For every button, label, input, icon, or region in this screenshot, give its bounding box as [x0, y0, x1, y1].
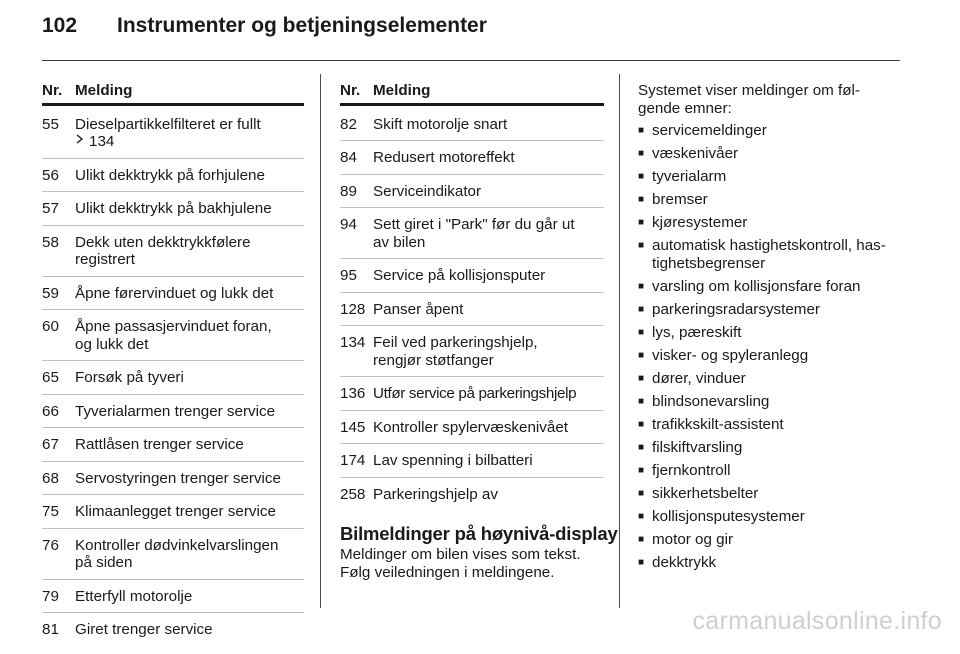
row-number: 67	[42, 436, 59, 453]
table-row	[42, 234, 304, 277]
list-item	[638, 462, 903, 480]
header-nr: Nr.	[340, 82, 361, 99]
square-bullet-icon: ■	[638, 280, 645, 292]
row-message-text: Lav spenning i bilbatteri	[373, 452, 533, 469]
row-number: 82	[340, 115, 357, 133]
square-bullet-icon: ■	[638, 349, 645, 361]
list-item-text: væskenivåer	[652, 145, 739, 162]
column-divider	[320, 74, 321, 608]
table-row	[340, 216, 604, 259]
square-bullet-icon: ■	[638, 372, 645, 384]
list-item-text: kollisjonsputesystemer	[652, 507, 805, 525]
row-message-text: Ulikt dekktrykk på forhjulene	[75, 166, 265, 184]
list-item-text: dører, vinduer	[652, 369, 746, 387]
list-item	[638, 145, 903, 163]
row-message	[373, 267, 604, 285]
list-item	[638, 278, 903, 296]
list-item	[638, 347, 903, 365]
list-item	[638, 508, 903, 526]
section-heading: Bilmeldinger på høynivå-display	[340, 523, 618, 544]
list-intro-text: Systemet viser meldinger om føl-	[638, 82, 860, 99]
table-row	[42, 588, 304, 614]
section-paragraph	[340, 546, 604, 581]
row-number: 66	[42, 402, 59, 420]
square-bullet-icon: ■	[638, 125, 645, 136]
row-message-text: Redusert motoreffekt	[373, 149, 515, 166]
list-item-text: dekktrykk	[652, 553, 717, 571]
row-message	[373, 385, 604, 403]
row-number: 134	[340, 334, 366, 351]
list-item-text: blindsonevarsling	[652, 392, 770, 410]
row-message-text: Skift motorolje snart	[373, 115, 508, 133]
row-number: 81	[42, 621, 59, 638]
list-item	[638, 122, 903, 140]
header-message: Melding	[373, 82, 431, 99]
list-item	[638, 168, 903, 186]
row-message	[75, 436, 304, 454]
square-bullet-icon: ■	[638, 326, 645, 338]
row-message-text: rengjør støtfanger	[373, 351, 494, 369]
row-number: 89	[340, 182, 357, 200]
list-intro	[638, 82, 903, 117]
list-item-text: parkeringsradarsystemer	[652, 300, 820, 318]
page-number: 102	[42, 14, 78, 37]
row-message-text: på siden	[75, 554, 133, 571]
list-item-text: sikkerhetsbelter	[652, 484, 759, 502]
row-number: 59	[42, 284, 59, 302]
row-number: 65	[42, 369, 59, 386]
list-item-text-line: tighetsbegrenser	[652, 254, 766, 272]
list-item	[638, 485, 903, 503]
row-message-text: Serviceindikator	[373, 182, 482, 200]
row-message-text: Åpne passasjervinduet foran,	[75, 318, 272, 335]
list-item	[638, 301, 903, 319]
square-bullet-icon: ■	[638, 194, 645, 205]
row-number: 258	[340, 485, 366, 503]
table-row	[42, 285, 304, 311]
watermark: carmanualsonline.info	[692, 607, 942, 635]
message-table-right	[340, 82, 618, 581]
row-message-text: Kontroller spylervæskenivået	[373, 418, 568, 436]
square-bullet-icon: ■	[638, 533, 645, 545]
list-item	[638, 393, 903, 411]
row-message-text: Tyverialarmen trenger service	[75, 402, 276, 420]
table-row	[42, 167, 304, 193]
row-message-text: registrert	[75, 251, 135, 268]
header-message: Melding	[75, 82, 133, 99]
table-row	[42, 470, 304, 496]
square-bullet-icon: ■	[638, 171, 645, 182]
table-row	[340, 301, 604, 327]
row-message	[373, 419, 604, 437]
row-message-text: Panser åpent	[373, 300, 464, 318]
row-number: 84	[340, 149, 357, 166]
list-item	[638, 324, 903, 342]
row-message-text: Ulikt dekktrykk på bakhjulene	[75, 200, 272, 217]
row-message-text: Servostyringen trenger service	[75, 469, 281, 487]
row-message	[75, 318, 304, 353]
row-number: 57	[42, 200, 59, 217]
list-item	[638, 416, 903, 434]
page-reference-icon	[75, 133, 85, 151]
row-message	[75, 285, 304, 303]
row-number: 145	[340, 418, 366, 436]
row-number: 75	[42, 503, 59, 520]
row-number: 95	[340, 267, 357, 284]
list-intro-text: gende emner:	[638, 99, 732, 117]
list-item	[638, 370, 903, 388]
row-message-text: Rattlåsen trenger service	[75, 436, 244, 453]
row-message	[75, 403, 304, 421]
row-number: 68	[42, 469, 59, 487]
section-text: Meldinger om bilen vises som tekst.	[340, 546, 581, 563]
table-row	[42, 403, 304, 429]
row-message-text: Kontroller dødvinkelvarslingen	[75, 536, 279, 554]
row-number: 55	[42, 115, 59, 133]
row-message-text: Åpne førervinduet og lukk det	[75, 284, 274, 302]
page-reference	[75, 133, 304, 151]
row-message	[373, 149, 604, 167]
row-message	[373, 486, 604, 504]
row-message	[373, 216, 604, 251]
row-number: 128	[340, 300, 366, 318]
list-item-text: visker- og spyleranlegg	[652, 346, 809, 364]
list-item	[638, 237, 903, 272]
table-header	[42, 82, 304, 106]
row-message	[75, 369, 304, 387]
column-divider	[619, 74, 620, 608]
message-table-left	[42, 82, 304, 654]
table-row	[42, 503, 304, 529]
list-item-text: trafikkskilt-assistent	[652, 415, 784, 433]
row-message	[75, 470, 304, 488]
table-row	[42, 369, 304, 395]
row-message-text: av bilen	[373, 233, 426, 251]
row-message-text: og lukk det	[75, 335, 149, 353]
row-message-text: Parkeringshjelp av	[373, 485, 498, 503]
header-divider	[42, 60, 900, 61]
table-row	[42, 200, 304, 226]
row-message	[75, 537, 304, 572]
list-item-text: lys, pæreskift	[652, 323, 742, 341]
row-message	[373, 301, 604, 319]
row-number: 94	[340, 216, 357, 233]
table-row	[340, 334, 604, 377]
list-item-text-line: automatisk hastighetskontroll, has-	[652, 237, 886, 254]
row-message	[75, 621, 304, 639]
table-row	[340, 267, 604, 293]
row-message-text: Dekk uten dekktrykkfølere	[75, 233, 251, 251]
row-message	[75, 234, 304, 269]
row-message	[75, 167, 304, 185]
row-message-text: Klimaanlegget trenger service	[75, 503, 276, 520]
table-row	[340, 486, 604, 511]
square-bullet-icon: ■	[638, 217, 645, 228]
list-item	[638, 191, 903, 209]
row-message	[373, 452, 604, 470]
table-row	[42, 116, 304, 159]
table-body	[340, 116, 604, 511]
page-title: Instrumenter og betjeningselementer	[117, 14, 487, 37]
row-message-text: Etterfyll motorolje	[75, 587, 193, 605]
row-number: 58	[42, 233, 59, 251]
row-message	[75, 200, 304, 218]
list-item-text: servicemeldinger	[652, 122, 767, 139]
square-bullet-icon: ■	[638, 556, 645, 568]
square-bullet-icon: ■	[638, 148, 645, 159]
section-text: Følg veiledningen i meldingene.	[340, 563, 555, 581]
table-row	[340, 149, 604, 175]
list-item-text: kjøresystemer	[652, 214, 748, 231]
table-row	[340, 116, 604, 142]
square-bullet-icon: ■	[638, 464, 645, 476]
list-item-text	[652, 237, 903, 272]
page-reference-number: 134	[89, 133, 115, 150]
row-message-text: Feil ved parkeringshjelp,	[373, 334, 538, 351]
header-nr: Nr.	[42, 82, 63, 99]
list-item-text: filskiftvarsling	[652, 438, 743, 456]
list-item	[638, 214, 903, 232]
row-message	[75, 116, 304, 151]
table-row	[340, 183, 604, 209]
row-message	[75, 588, 304, 606]
list-item-text: fjernkontroll	[652, 461, 731, 479]
list-item	[638, 531, 903, 549]
topic-list	[638, 82, 903, 577]
table-row	[42, 318, 304, 361]
row-message-text: Utfør service på parkeringshjelp	[373, 385, 577, 402]
row-message-text: Sett giret i "Park" før du går ut	[373, 216, 575, 233]
list-item-text: motor og gir	[652, 530, 734, 548]
row-message	[373, 183, 604, 201]
square-bullet-icon: ■	[638, 487, 645, 499]
table-row	[340, 385, 604, 411]
row-message-text: Service på kollisjonsputer	[373, 267, 546, 284]
table-body	[42, 116, 304, 646]
table-row	[42, 537, 304, 580]
row-number: 56	[42, 166, 59, 184]
row-message-text: Giret trenger service	[75, 621, 213, 638]
list-item	[638, 439, 903, 457]
square-bullet-icon: ■	[638, 395, 645, 407]
row-number: 76	[42, 536, 59, 554]
table-header	[340, 82, 604, 106]
square-bullet-icon: ■	[638, 441, 645, 453]
square-bullet-icon: ■	[638, 418, 645, 430]
table-row	[340, 452, 604, 478]
row-message	[75, 503, 304, 521]
row-number: 79	[42, 587, 59, 605]
table-row	[42, 436, 304, 462]
row-number: 136	[340, 385, 366, 402]
row-message-text: Forsøk på tyveri	[75, 369, 184, 386]
row-message-text: Dieselpartikkelfilteret er fullt	[75, 115, 261, 133]
square-bullet-icon: ■	[638, 510, 645, 522]
list-item-text: tyverialarm	[652, 168, 727, 185]
row-message	[373, 334, 604, 369]
row-number: 60	[42, 318, 59, 335]
list-item-text: bremser	[652, 191, 708, 208]
table-row	[340, 419, 604, 445]
list-item-text: varsling om kollisjonsfare foran	[652, 277, 861, 295]
list-item	[638, 554, 903, 572]
square-bullet-icon: ■	[638, 240, 645, 251]
row-message	[373, 116, 604, 134]
row-number: 174	[340, 452, 366, 469]
square-bullet-icon: ■	[638, 303, 645, 315]
